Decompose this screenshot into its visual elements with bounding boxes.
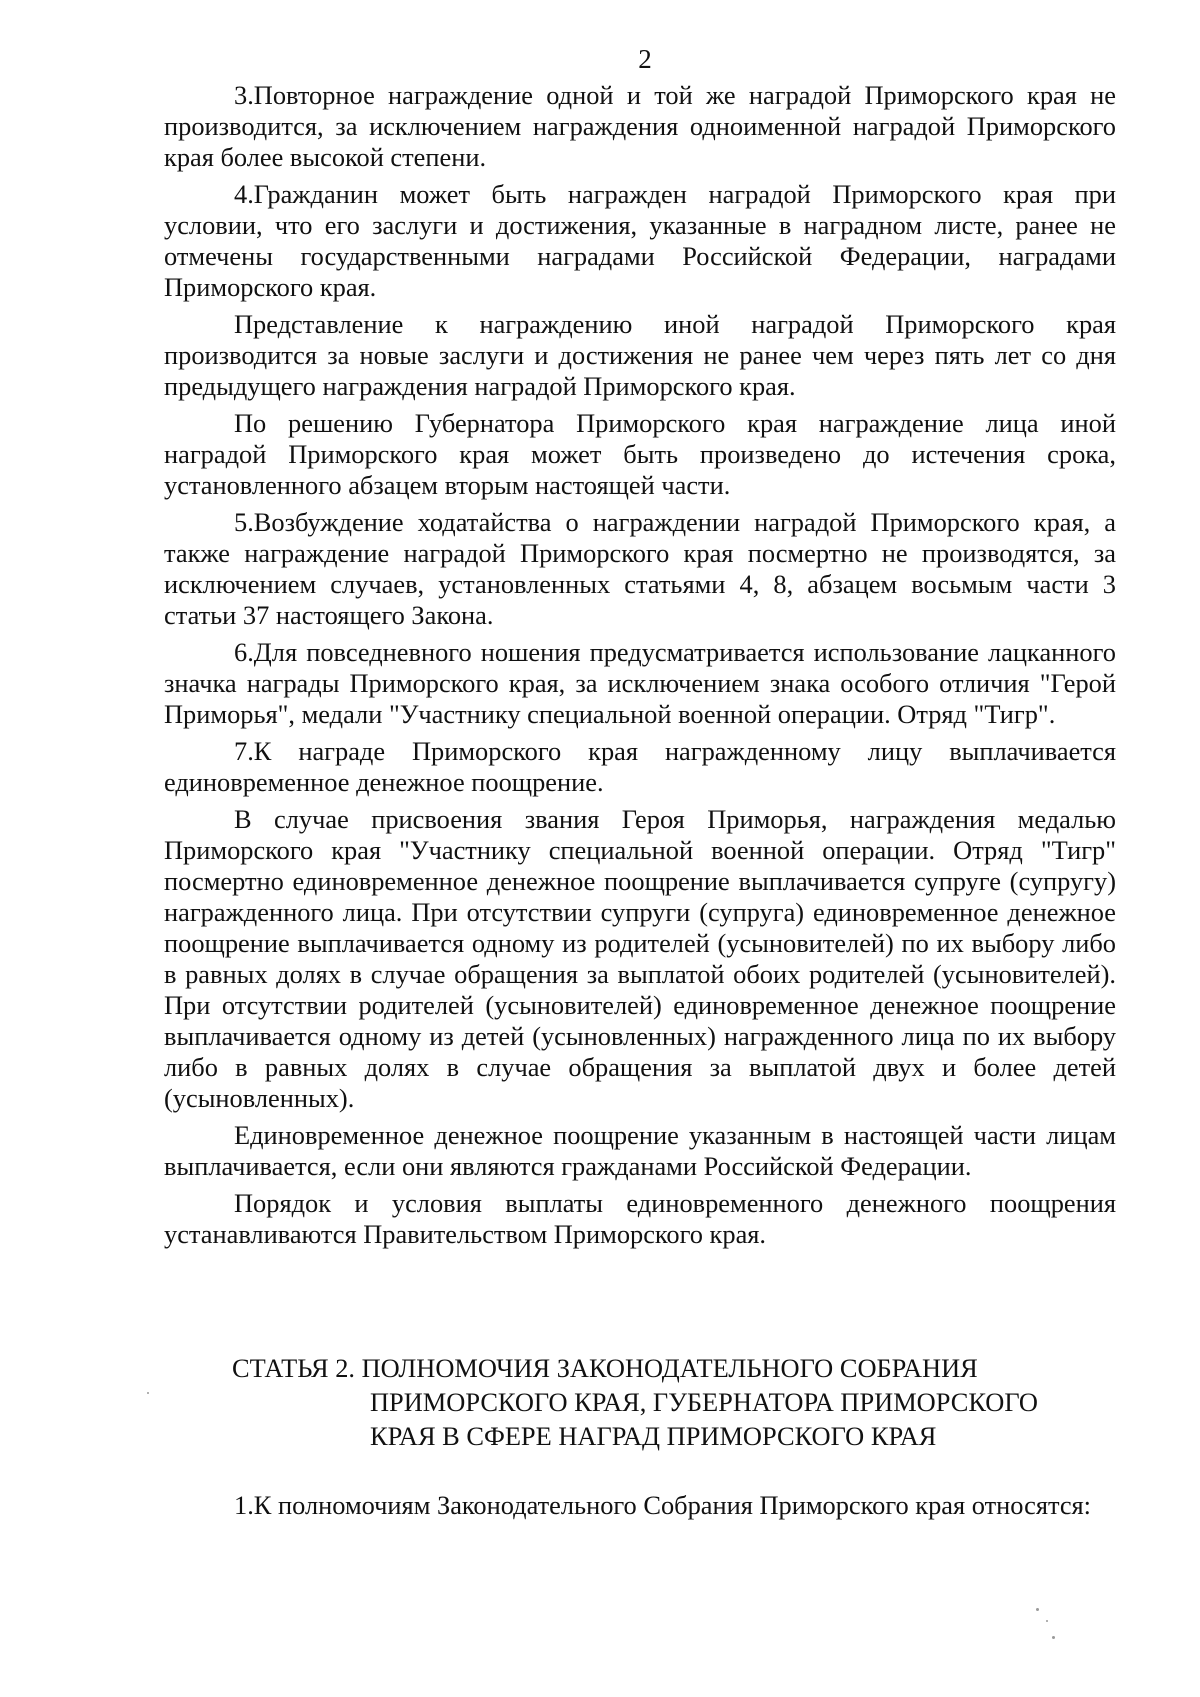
article-heading-line-1: СТАТЬЯ 2. ПОЛНОМОЧИЯ ЗАКОНОДАТЕЛЬНОГО СОБРАНИЯ xyxy=(232,1353,978,1383)
paragraph-part-3: 3.Повторное награждение одной и той же наградой Приморского края не производится, за исключением награждения одноименной наградой Приморского края более высокой степени. xyxy=(164,80,1116,172)
paragraph-part-5: 5.Возбуждение ходатайства о награждении наградой Приморского края, а также награждение наградой Приморского края посмертно не производятся, за исключением случаев, установленных статьями 4, 8, абзацем восьмым части 3 статьи 37 настоящего Закона. xyxy=(164,507,1116,630)
article-body xyxy=(164,1490,1116,1527)
paragraph-part-4: 4.Гражданин может быть награжден наградой Приморского края при условии, что его заслуги и достижения, указанные в наградном листе, ранее не отмечены государственными наградами Российской Федерации, наградами Приморского края. xyxy=(164,179,1116,302)
paragraph-part-4-third: По решению Губернатора Приморского края награждение лица иной наградой Приморского края может быть произведено до истечения срока, установленного абзацем вторым настоящей части. xyxy=(164,408,1116,500)
article-heading xyxy=(232,1351,1132,1453)
paragraph-part-7-fourth: Порядок и условия выплаты единовременного денежного поощрения устанавливаются Правительством Приморского края. xyxy=(164,1188,1116,1249)
scan-speck xyxy=(147,1392,149,1394)
page-number: 2 xyxy=(638,44,652,74)
article-heading-line-2: ПРИМОРСКОГО КРАЯ, ГУБЕРНАТОРА ПРИМОРСКОГО xyxy=(370,1387,1038,1417)
body-text xyxy=(164,80,1116,1256)
paragraph-part-6: 6.Для повседневного ношения предусматривается использование лацканного значка награды Приморского края, за исключением знака особого отличия "Герой Приморья", медали "Участнику специальной военной операции. Отряд "Тигр". xyxy=(164,637,1116,729)
scan-speck xyxy=(1046,1620,1048,1622)
paragraph-article-2-part-1: 1.К полномочиям Законодательного Собрания Приморского края относятся: xyxy=(234,1490,1091,1520)
paragraph-part-4-second: Представление к награждению иной наградой Приморского края производится за новые заслуги и достижения не ранее чем через пять лет со дня предыдущего награждения наградой Приморского края. xyxy=(164,309,1116,401)
article-heading-line-3: КРАЯ В СФЕРЕ НАГРАД ПРИМОРСКОГО КРАЯ xyxy=(370,1421,937,1451)
scan-speck xyxy=(1052,1636,1055,1639)
scan-speck xyxy=(1036,1608,1039,1611)
paragraph-part-7-third: Единовременное денежное поощрение указанным в настоящей части лицам выплачивается, если они являются гражданами Российской Федерации. xyxy=(164,1120,1116,1181)
paragraph-part-7-second: В случае присвоения звания Героя Приморья, награждения медалью Приморского края "Участнику специальной военной операции. Отряд "Тигр" посмертно единовременное денежное поощрение выплачивается супруге (супругу) награжденного лица. При отсутствии супруги (супруга) единовременное денежное поощрение выплачивается одному из родителей (усыновителей) по их выбору либо в равных долях в случае обращения за выплатой обоих родителей (усыновителей). При отсутствии родителей (усыновителей) единовременное денежное поощрение выплачивается одному из детей (усыновленных) награжденного лица по их выбору либо в равных долях в случае обращения за выплатой двух и более детей (усыновленных). xyxy=(164,804,1116,1113)
paragraph-part-7: 7.К награде Приморского края награжденному лицу выплачивается единовременное денежное поощрение. xyxy=(164,736,1116,797)
